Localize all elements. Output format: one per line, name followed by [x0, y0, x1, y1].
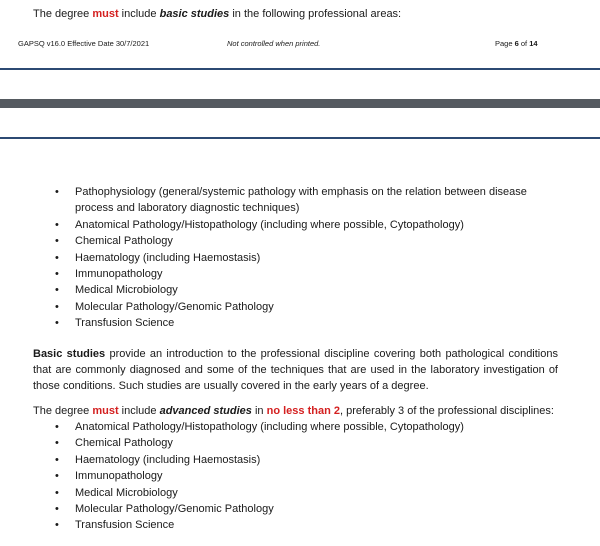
list-item: • Chemical Pathology: [55, 235, 173, 248]
page-break-band: [0, 99, 600, 108]
header-page-number: Page 6 of 14: [495, 39, 538, 48]
list-item: • Immunopathology: [55, 268, 163, 281]
list-item: • Medical Microbiology: [55, 284, 178, 297]
basic-studies-emphasis: basic studies: [159, 8, 230, 20]
header-doc-id: GAPSQ v16.0 Effective Date 30/7/2021: [18, 39, 150, 48]
list-item: • Transfusion Science: [55, 317, 175, 330]
footer-rule: [0, 137, 600, 139]
advanced-studies-list: [0, 419, 555, 534]
basic-studies-list: [0, 184, 555, 332]
advanced-line: The degree must include advanced studies in no less than 2, preferably 3 of the professional disciplines:: [33, 405, 554, 417]
header-notice: Not controlled when printed.: [227, 39, 321, 48]
must-emphasis: must: [92, 8, 119, 20]
list-item: • Anatomical Pathology/Histopathology (including where possible, Cytopathology): [55, 218, 464, 231]
basic-studies-paragraph: Basic studies provide an introduction to the professional discipline covering both pathological conditions that are commonly diagnosed and some of the techniques that are used in the laboratory investigation of those conditions. Such studies are usually covered in the early years of a degree.: [33, 348, 558, 392]
list-item: • Anatomical Pathology/Histopathology (including where possible, Cytopathology): [55, 421, 464, 433]
intro-line: The degree must include basic studies in the following professional areas:: [33, 8, 402, 20]
list-item: • Haematology (including Haemostasis): [55, 453, 261, 466]
list-item: • Chemical Pathology: [55, 437, 173, 450]
list-item: • Molecular Pathology/Genomic Pathology: [55, 503, 274, 516]
no-less-than-emphasis: no less than 2: [266, 405, 340, 417]
list-item: • Transfusion Science: [55, 519, 175, 532]
list-item: • Medical Microbiology: [55, 486, 178, 499]
list-item: • Immunopathology: [55, 470, 163, 483]
list-item: • Pathophysiology (general/systemic pathology with emphasis on the relation between disease process and laboratory diagnostic techniques): [55, 186, 527, 215]
must-emphasis: must: [92, 405, 119, 417]
list-item: • Molecular Pathology/Genomic Pathology: [55, 300, 274, 313]
advanced-studies-emphasis: advanced studies: [159, 405, 252, 417]
list-item: • Haematology (including Haemostasis): [55, 251, 261, 264]
header-rule: [0, 68, 600, 70]
